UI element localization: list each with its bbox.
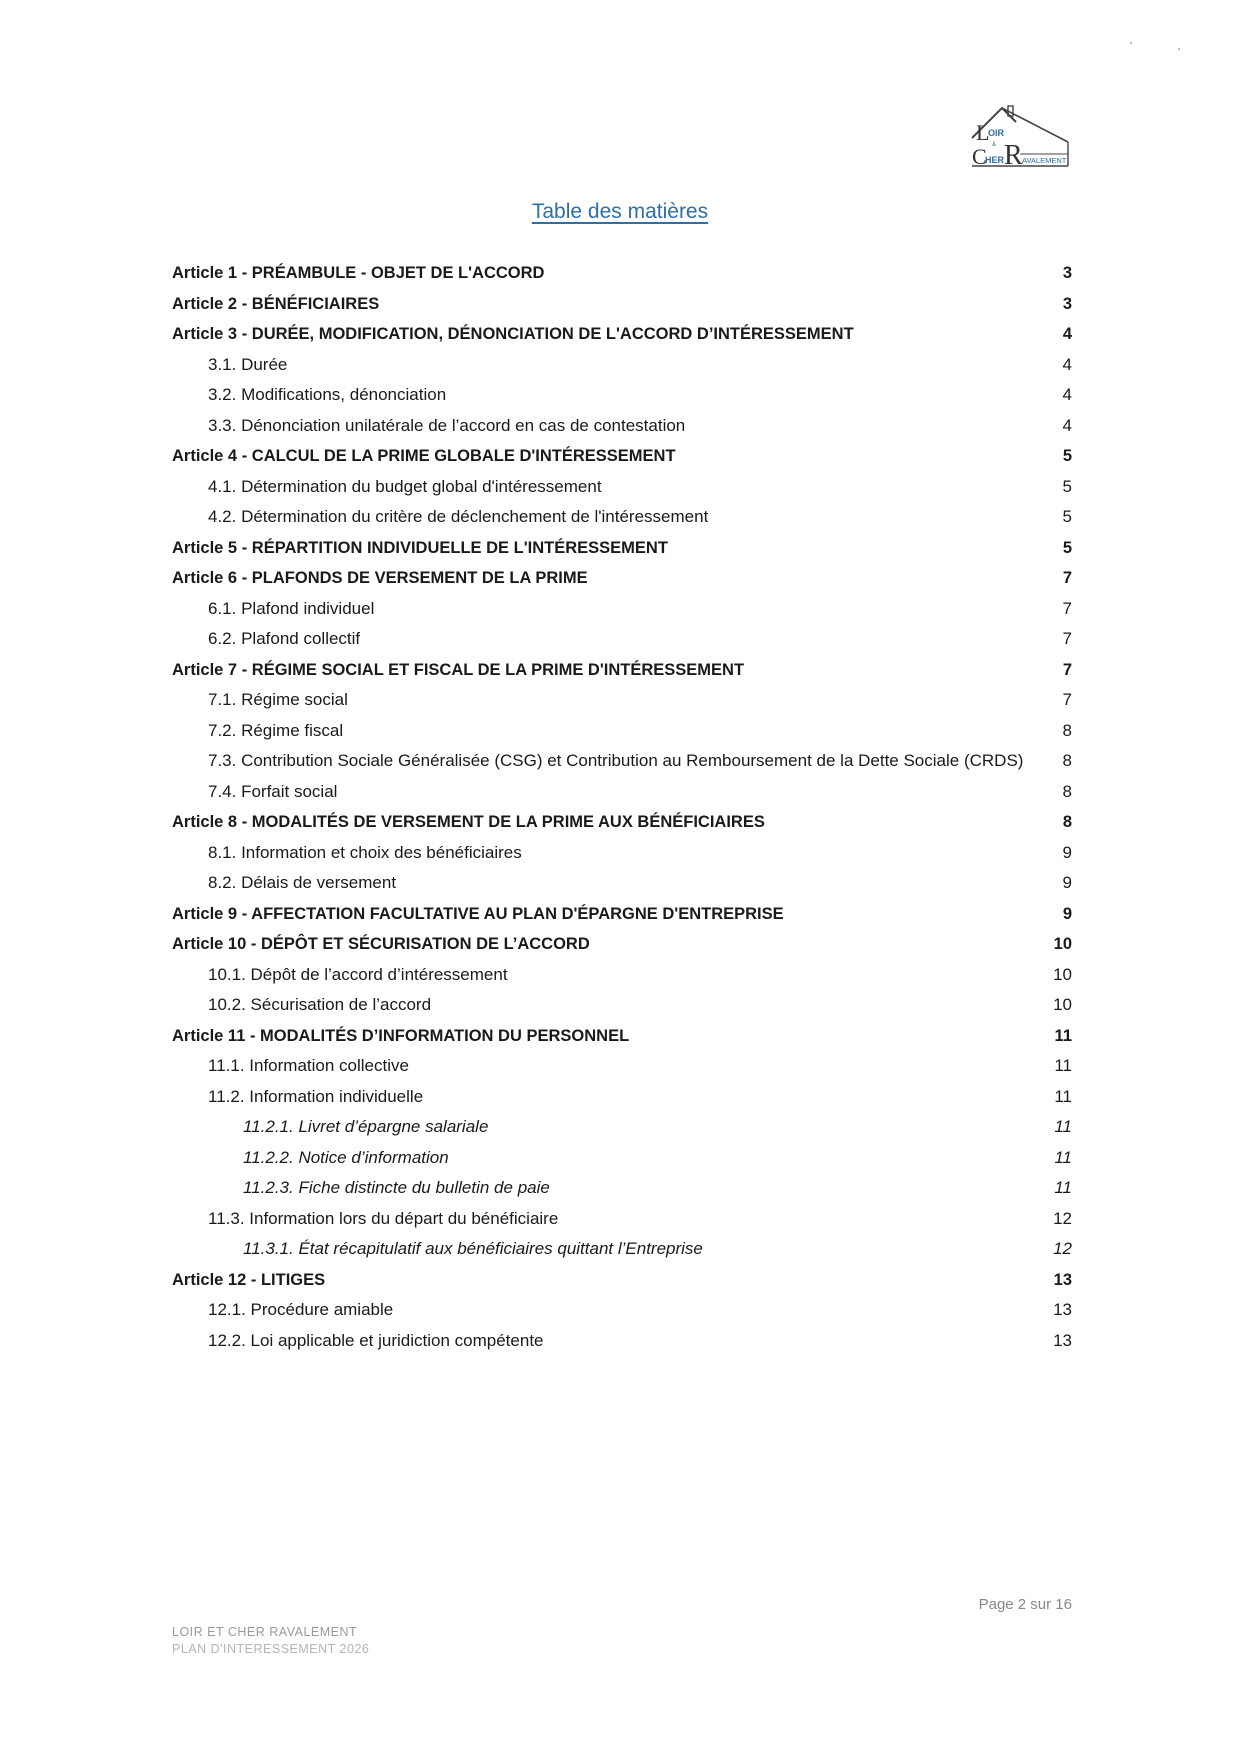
toc-entry-page-number: 5 <box>1062 447 1072 465</box>
toc-entry-label: 7.3. Contribution Sociale Généralisée (CSG) et Contribution au Remboursement de la Dette Sociale (CRDS) <box>208 751 1024 770</box>
toc-entry[interactable] <box>172 929 1072 960</box>
footer-document-title: PLAN D'INTERESSEMENT 2026 <box>172 1642 370 1656</box>
toc-entry-page-number: 13 <box>1053 1270 1072 1289</box>
toc-entry-label: 7.4. Forfait social <box>208 781 338 801</box>
toc-entry-page-number: 8 <box>1062 720 1072 740</box>
toc-entry-label: Article 7 - RÉGIME SOCIAL ET FISCAL DE LA PRIME D'INTÉRESSEMENT <box>172 660 745 679</box>
toc-entry-label: 8.1. Information et choix des bénéficiaires <box>208 842 522 862</box>
toc-entry-label: 11.3. Information lors du départ du bénéficiaire <box>208 1208 559 1228</box>
toc-entry[interactable] <box>172 258 1072 289</box>
toc-entry[interactable] <box>172 685 1072 716</box>
toc-entry-page-number: 5 <box>1062 507 1072 526</box>
toc-entry-page-number: 13 <box>1053 1330 1072 1350</box>
toc-entry-page-number: 7 <box>1062 660 1072 679</box>
logo-ampersand: & <box>992 142 997 148</box>
scan-speck <box>1130 42 1132 44</box>
logo-letter-c: C <box>972 144 987 169</box>
toc-entry[interactable] <box>172 1082 1072 1113</box>
toc-entry-page-number: 12 <box>1053 1208 1072 1228</box>
toc-entry[interactable] <box>172 899 1072 930</box>
toc-entry-label: Article 11 - MODALITÉS D’INFORMATION DU PERSONNEL <box>172 1026 630 1045</box>
toc-entry-label: 3.1. Durée <box>208 354 288 374</box>
toc-entry[interactable] <box>172 1051 1072 1082</box>
toc-entry-label: 12.2. Loi applicable et juridiction compétente <box>208 1330 544 1350</box>
toc-entry-label: 12.1. Procédure amiable <box>208 1300 394 1319</box>
toc-entry-label: 6.1. Plafond individuel <box>208 598 375 618</box>
toc-entry[interactable] <box>172 716 1072 747</box>
logo-oir: OIR <box>988 128 1005 138</box>
toc-entry-page-number: 10 <box>1053 935 1072 953</box>
toc-entry-page-number: 3 <box>1062 264 1072 282</box>
toc-entry[interactable] <box>172 1265 1072 1296</box>
toc-entry-label: 7.2. Régime fiscal <box>208 720 344 740</box>
toc-entry-page-number: 11 <box>1054 1086 1072 1106</box>
toc-entry-page-number: 5 <box>1062 538 1072 557</box>
toc-entry[interactable] <box>172 990 1072 1021</box>
toc-entry[interactable] <box>172 960 1072 991</box>
toc-entry-label: Article 8 - MODALITÉS DE VERSEMENT DE LA PRIME AUX BÉNÉFICIAIRES <box>172 813 765 831</box>
toc-entry[interactable] <box>172 380 1072 411</box>
toc-entry-label: Article 12 - LITIGES <box>172 1270 326 1289</box>
toc-entry[interactable] <box>172 289 1072 320</box>
toc-entry-page-number: 9 <box>1062 904 1072 923</box>
toc-entry-page-number: 9 <box>1062 842 1072 862</box>
toc-entry-label: 11.3.1. État récapitulatif aux bénéficiaires quittant l’Entreprise <box>243 1239 703 1258</box>
toc-entry-label: 11.2. Information individuelle <box>208 1086 424 1106</box>
document-footer <box>172 1624 369 1658</box>
scan-speck <box>1178 48 1180 50</box>
toc-entry-label: 11.1. Information collective <box>208 1056 409 1075</box>
toc-entry-label: 6.2. Plafond collectif <box>208 629 361 648</box>
toc-entry[interactable] <box>172 1112 1072 1143</box>
toc-entry-label: 11.2.3. Fiche distincte du bulletin de paie <box>243 1178 550 1197</box>
toc-entry-page-number: 9 <box>1062 873 1072 892</box>
toc-entry-label: 7.1. Régime social <box>208 690 348 709</box>
page-number: Page 2 sur 16 <box>978 1596 1072 1613</box>
toc-entry-label: Article 9 - AFFECTATION FACULTATIVE AU PLAN D'ÉPARGNE D'ENTREPRISE <box>172 904 784 923</box>
toc-entry[interactable] <box>172 563 1072 594</box>
toc-entry[interactable] <box>172 533 1072 564</box>
logo-letter-l: L <box>976 120 990 145</box>
toc-entry-page-number: 11 <box>1054 1056 1072 1075</box>
toc-entry-label: 8.2. Délais de versement <box>208 873 397 892</box>
toc-entry[interactable] <box>172 868 1072 899</box>
toc-entry-label: 4.1. Détermination du budget global d'intéressement <box>208 476 602 496</box>
toc-entry-label: Article 10 - DÉPÔT ET SÉCURISATION DE L’ACCORD <box>172 935 590 953</box>
toc-entry-page-number: 13 <box>1053 1300 1072 1319</box>
toc-entry[interactable] <box>172 746 1072 777</box>
toc-entry-page-number: 7 <box>1062 598 1072 618</box>
toc-entry[interactable] <box>172 1204 1072 1235</box>
toc-entry[interactable] <box>172 1021 1072 1052</box>
company-logo <box>964 102 1072 174</box>
toc-entry-page-number: 4 <box>1062 354 1072 374</box>
toc-entry-page-number: 11 <box>1054 1178 1072 1197</box>
toc-entry-label: 3.3. Dénonciation unilatérale de l’accord en cas de contestation <box>208 415 686 435</box>
toc-entry-page-number: 8 <box>1062 781 1072 801</box>
toc-entry-page-number: 7 <box>1062 569 1072 587</box>
toc-entry[interactable] <box>172 807 1072 838</box>
toc-entry[interactable] <box>172 838 1072 869</box>
toc-entry-label: Article 5 - RÉPARTITION INDIVIDUELLE DE L'INTÉRESSEMENT <box>172 538 668 557</box>
toc-entry[interactable] <box>172 1295 1072 1326</box>
toc-entry[interactable] <box>172 655 1072 686</box>
toc-entry-label: Article 4 - CALCUL DE LA PRIME GLOBALE D'INTÉRESSEMENT <box>172 447 676 465</box>
toc-entry[interactable] <box>172 502 1072 533</box>
toc-entry-label: Article 1 - PRÉAMBULE - OBJET DE L'ACCORD <box>172 264 545 282</box>
toc-entry-label: 11.2.1. Livret d’épargne salariale <box>243 1117 489 1136</box>
toc-entry[interactable] <box>172 472 1072 503</box>
toc-entry-label: 3.2. Modifications, dénonciation <box>208 385 447 404</box>
toc-entry[interactable] <box>172 1143 1072 1174</box>
toc-entry[interactable] <box>172 777 1072 808</box>
toc-title: Table des matières <box>531 200 709 223</box>
toc-entry-label: 11.2.2. Notice d’information <box>243 1147 449 1167</box>
toc-entry-page-number: 11 <box>1054 1026 1072 1045</box>
toc-entry[interactable] <box>172 319 1072 350</box>
toc-entry-page-number: 10 <box>1053 964 1072 984</box>
toc-entry-label: Article 2 - BÉNÉFICIAIRES <box>172 294 380 313</box>
toc-entry[interactable] <box>172 350 1072 381</box>
toc-entry[interactable] <box>172 411 1072 442</box>
toc-entry-label: Article 3 - DURÉE, MODIFICATION, DÉNONCIATION DE L'ACCORD D’INTÉRESSEMENT <box>172 325 854 343</box>
toc-entry-page-number: 8 <box>1062 751 1072 770</box>
toc-entry-label: 4.2. Détermination du critère de déclenchement de l'intéressement <box>208 507 709 526</box>
toc-entry[interactable] <box>172 1234 1072 1265</box>
toc-entry-page-number: 12 <box>1053 1239 1072 1258</box>
toc-entry-page-number: 8 <box>1062 813 1072 831</box>
toc-entry-page-number: 4 <box>1062 325 1072 343</box>
toc-entry-page-number: 7 <box>1062 629 1072 648</box>
toc-entry-page-number: 4 <box>1062 385 1072 404</box>
toc-entry[interactable] <box>172 1326 1072 1357</box>
house-logo-icon <box>964 102 1072 174</box>
table-of-contents <box>172 258 1072 1356</box>
toc-entry[interactable] <box>172 594 1072 625</box>
toc-entry-label: Article 6 - PLAFONDS DE VERSEMENT DE LA PRIME <box>172 569 588 587</box>
toc-entry[interactable] <box>172 441 1072 472</box>
toc-entry-page-number: 4 <box>1062 415 1072 435</box>
toc-entry-label: 10.1. Dépôt de l’accord d’intéressement <box>208 964 508 984</box>
toc-entry-page-number: 3 <box>1062 294 1072 313</box>
toc-entry[interactable] <box>172 1173 1072 1204</box>
toc-entry[interactable] <box>172 624 1072 655</box>
footer-company: LOIR ET CHER RAVALEMENT <box>172 1625 358 1639</box>
toc-entry-page-number: 10 <box>1053 995 1072 1014</box>
toc-entry-label: 10.2. Sécurisation de l’accord <box>208 995 432 1014</box>
toc-entry-page-number: 5 <box>1062 476 1072 496</box>
logo-letter-r: R <box>1004 140 1023 171</box>
toc-entry-page-number: 11 <box>1054 1117 1072 1136</box>
toc-entry-page-number: 7 <box>1062 690 1072 709</box>
logo-avalement: AVALEMENT <box>1022 156 1067 165</box>
toc-entry-page-number: 11 <box>1054 1147 1072 1167</box>
logo-her: HER <box>985 155 1005 165</box>
